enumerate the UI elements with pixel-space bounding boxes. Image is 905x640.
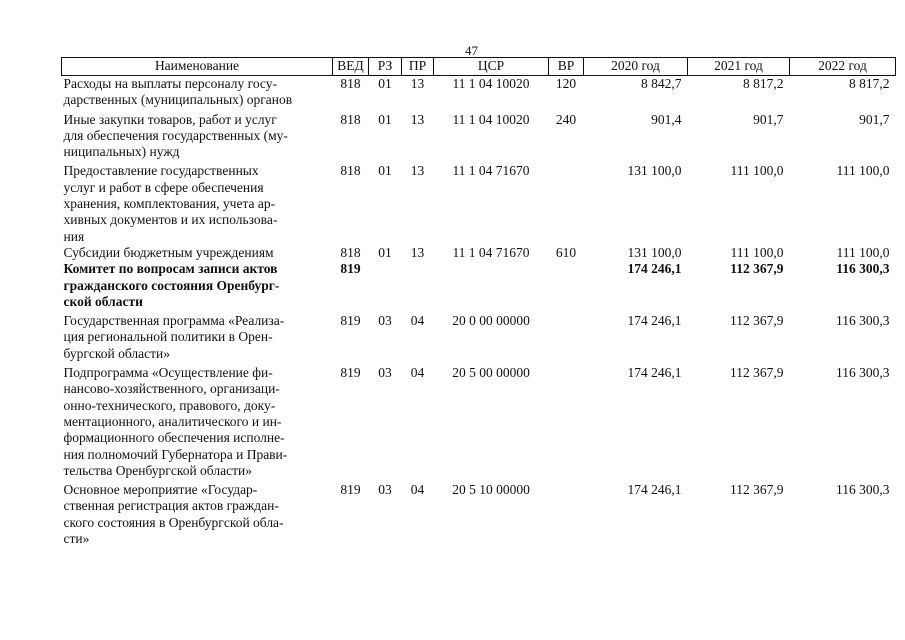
cell-ved: 819 <box>340 313 361 329</box>
cell-ved: 818 <box>340 244 361 260</box>
cell-2021: 112 367,9 <box>730 261 784 277</box>
cell-csr: 11 1 04 10020 <box>452 111 530 127</box>
cell-2022: 116 300,3 <box>836 261 890 277</box>
cell-ved: 818 <box>340 76 361 91</box>
cell-pr: 13 <box>410 244 425 260</box>
header-name: Наименование <box>62 58 333 76</box>
cell-vr <box>549 479 584 547</box>
cell-name: Комитет по вопросам записи актов гражданского состояния Оренбург- ской области <box>63 261 280 309</box>
cell-2020: 174 246,1 <box>627 313 682 329</box>
cell-rz <box>369 261 402 310</box>
cell-2022: 901,7 <box>859 111 890 127</box>
cell-pr: 13 <box>410 76 425 91</box>
cell-2022: 116 300,3 <box>836 365 890 381</box>
cell-pr: 04 <box>410 365 425 381</box>
cell-2020: 174 246,1 <box>627 482 682 498</box>
cell-name: Подпрограмма «Осуществление фи- нансово-хозяйственного, организаци- онно-технического, правового, доку- ментационного, аналитического и ин- формационного обеспечения исполне- ния полномочий Губернатора и Прави- тельства Оренбургской области» <box>63 365 288 478</box>
table-row <box>62 109 896 161</box>
header-2022: 2022 год <box>790 58 896 76</box>
cell-2020: 174 246,1 <box>627 365 682 381</box>
page-number: 47 <box>465 43 478 58</box>
cell-2021: 112 367,9 <box>730 313 784 329</box>
table-row <box>62 310 896 362</box>
cell-rz: 01 <box>378 76 392 91</box>
cell-2020: 174 246,1 <box>627 261 682 277</box>
cell-csr: 20 5 10 00000 <box>452 482 530 498</box>
cell-name: Расходы на выплаты персоналу госу- дарственных (муниципальных) органов <box>63 76 293 108</box>
cell-2020: 131 100,0 <box>627 244 682 260</box>
cell-2020: 131 100,0 <box>627 163 682 179</box>
cell-rz: 03 <box>378 313 392 329</box>
cell-2022: 116 300,3 <box>836 482 890 498</box>
cell-2021: 111 100,0 <box>730 163 784 179</box>
cell-pr <box>402 261 434 310</box>
table-row <box>62 362 896 479</box>
cell-rz: 01 <box>378 111 392 127</box>
cell-vr <box>549 362 584 479</box>
cell-2022: 111 100,0 <box>836 163 890 179</box>
header-2021: 2021 год <box>688 58 790 76</box>
cell-vr: 610 <box>555 244 577 260</box>
header-ved: ВЕД <box>333 58 369 76</box>
cell-name: Государственная программа «Реализа- ция региональной политики в Орен- бургской области» <box>63 313 285 361</box>
header-pr: ПР <box>402 58 434 76</box>
cell-ved: 818 <box>340 111 361 127</box>
table-row <box>62 261 896 310</box>
cell-csr: 20 5 00 00000 <box>452 365 530 381</box>
cell-vr <box>549 310 584 362</box>
cell-2022: 116 300,3 <box>836 313 890 329</box>
cell-csr: 11 1 04 71670 <box>452 163 530 179</box>
cell-pr: 13 <box>410 163 425 179</box>
cell-2021: 111 100,0 <box>730 244 784 260</box>
cell-ved: 819 <box>340 365 361 381</box>
cell-csr: 20 0 00 00000 <box>452 313 530 329</box>
cell-name: Предоставление государственных услуг и работ в сфере обеспечения хранения, комплектования, учета ар- хивных документов и их использова- ния <box>63 163 278 244</box>
cell-csr <box>434 261 549 310</box>
table-row <box>62 76 896 109</box>
table-row <box>62 479 896 547</box>
cell-rz: 01 <box>378 163 392 179</box>
header-vr: ВР <box>549 58 584 76</box>
cell-2021: 112 367,9 <box>730 482 784 498</box>
cell-2022: 8 817,2 <box>849 76 890 91</box>
cell-rz: 01 <box>378 244 392 260</box>
cell-csr: 11 1 04 71670 <box>452 244 530 260</box>
table-header-row <box>62 58 896 76</box>
cell-rz: 03 <box>378 365 392 381</box>
table-row <box>62 160 896 244</box>
cell-2022: 111 100,0 <box>836 244 890 260</box>
cell-pr: 13 <box>410 111 425 127</box>
cell-ved: 819 <box>340 482 361 498</box>
cell-pr: 04 <box>410 313 425 329</box>
cell-vr <box>549 160 584 244</box>
cell-2020: 901,4 <box>651 111 682 127</box>
cell-vr: 240 <box>555 111 577 127</box>
cell-vr <box>549 261 584 310</box>
cell-2020: 8 842,7 <box>641 76 682 91</box>
cell-ved: 818 <box>340 163 361 179</box>
cell-2021: 8 817,2 <box>743 76 784 91</box>
cell-name: Субсидии бюджетным учреждениям <box>63 244 274 260</box>
cell-name: Основное мероприятие «Государ- ственная регистрация актов граждан- ского состояния в Оренбургской обла- сти» <box>63 482 284 547</box>
cell-pr: 04 <box>410 482 425 498</box>
table-row <box>62 245 896 261</box>
header-rz: РЗ <box>369 58 402 76</box>
budget-table <box>61 57 896 547</box>
cell-2021: 112 367,9 <box>730 365 784 381</box>
cell-rz: 03 <box>378 482 392 498</box>
header-csr: ЦСР <box>434 58 549 76</box>
cell-name: Иные закупки товаров, работ и услуг для обеспечения государственных (му- ниципальных) нужд <box>63 111 288 160</box>
header-2020: 2020 год <box>584 58 688 76</box>
cell-vr: 120 <box>555 76 577 91</box>
cell-ved: 819 <box>340 261 361 277</box>
cell-2021: 901,7 <box>753 111 784 127</box>
cell-csr: 11 1 04 10020 <box>452 76 530 91</box>
